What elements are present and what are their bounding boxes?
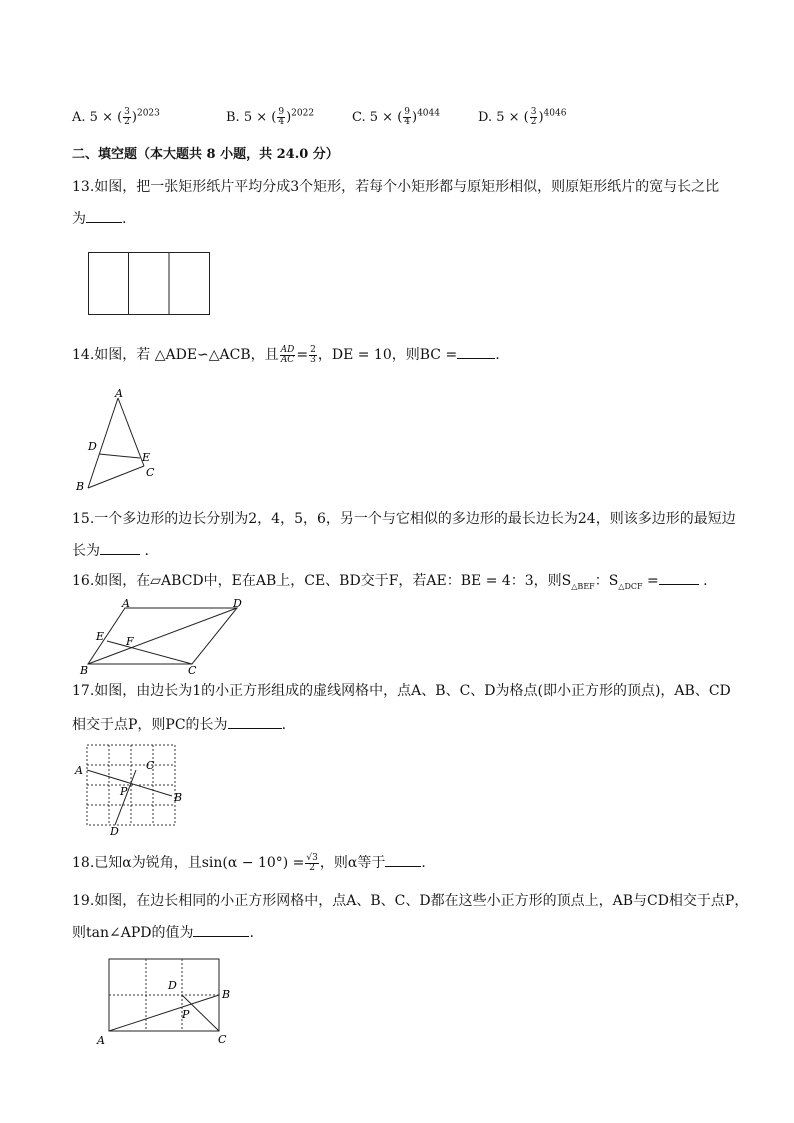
q17-label-a: A xyxy=(75,764,83,777)
q14-label-e: E xyxy=(142,451,151,464)
q13-line2: 为 . xyxy=(72,208,126,228)
q16-figure xyxy=(80,597,260,680)
option-b: B. 5 × ( $\frac{9}{4}$ )$^{2022}$ xyxy=(226,107,315,127)
option-d: D. 5 × ( $\frac{3}{2}$ )$^{4046}$ xyxy=(478,107,567,127)
q14-text: 14.如图，若 △ADE∽△ACB，且 $\frac{AD}{AC}$ = $\frac{2}{3}$ ，DE = 10，则BC = . xyxy=(72,344,500,365)
q15-line2: 长为 . xyxy=(72,540,149,560)
q18-text: 18.已知α为锐角，且sin(α − 10°) = $\frac{√3}{2}$ ，则α等于 . xyxy=(72,852,426,873)
q13-figure xyxy=(88,252,212,316)
q19-label-p: P xyxy=(182,1008,190,1021)
q17-label-b: B xyxy=(174,791,183,804)
q17-label-c: C xyxy=(146,759,155,772)
q16-text: 16.如图，在▱ABCD中，E在AB上，CE、BD交于F，若AE：BE = 4：3，则$S_{\triangle BEF}$：$S_{\triangle DCF}$ = . xyxy=(72,570,708,596)
q19-label-b: B xyxy=(222,988,231,1001)
q19-figure xyxy=(94,956,244,1048)
q17-label-p: P xyxy=(120,785,128,798)
q14-label-b: B xyxy=(76,480,85,493)
q16-label-d: D xyxy=(233,597,242,610)
q19-label-c: C xyxy=(218,1033,227,1046)
q17-label-d: D xyxy=(110,825,119,838)
q17-line1: 17.如图，由边长为1的小正方形组成的虚线网格中，点A、B、C、D为格点(即小正方形的顶点)，AB、CD xyxy=(72,683,731,699)
q16-label-c: C xyxy=(188,664,197,677)
q14-label-a: A xyxy=(115,387,123,400)
section-title: 二、填空题（本大题共 8 小题，共 24.0 分） xyxy=(72,147,339,162)
q14-figure xyxy=(72,388,172,498)
q16-label-e: E xyxy=(96,630,105,643)
q19-line1: 19.如图，在边长相同的小正方形网格中，点A、B、C、D都在这些小正方形的顶点上，AB与CD相交于点P， xyxy=(72,893,749,909)
q19-label-a: A xyxy=(97,1034,105,1047)
option-a: A. 5 × ( $\frac{3}{2}$ )$^{2023}$ xyxy=(72,107,160,127)
q16-label-b: B xyxy=(80,664,89,677)
q17-line2: 相交于点P，则PC的长为 . xyxy=(72,714,286,734)
q17-figure xyxy=(72,742,192,837)
q16-label-a: A xyxy=(122,597,130,610)
q14-label-d: D xyxy=(88,440,97,453)
q19-label-d: D xyxy=(168,979,177,992)
q13-line1: 13.如图，把一张矩形纸片平均分成3个矩形，若每个小矩形都与原矩形相似，则原矩形纸片的宽与长之比 xyxy=(72,179,720,195)
option-c: C. 5 × ( $\frac{9}{4}$ )$^{4044}$ xyxy=(352,107,440,127)
q15-line1: 15.一个多边形的边长分别为2，4，5，6，另一个与它相似的多边形的最长边长为24，则该多边形的最短边 xyxy=(72,511,736,527)
q14-label-c: C xyxy=(146,466,155,479)
q19-line2: 则tan∠APD的值为 . xyxy=(72,922,254,942)
q16-label-f: F xyxy=(126,635,134,648)
